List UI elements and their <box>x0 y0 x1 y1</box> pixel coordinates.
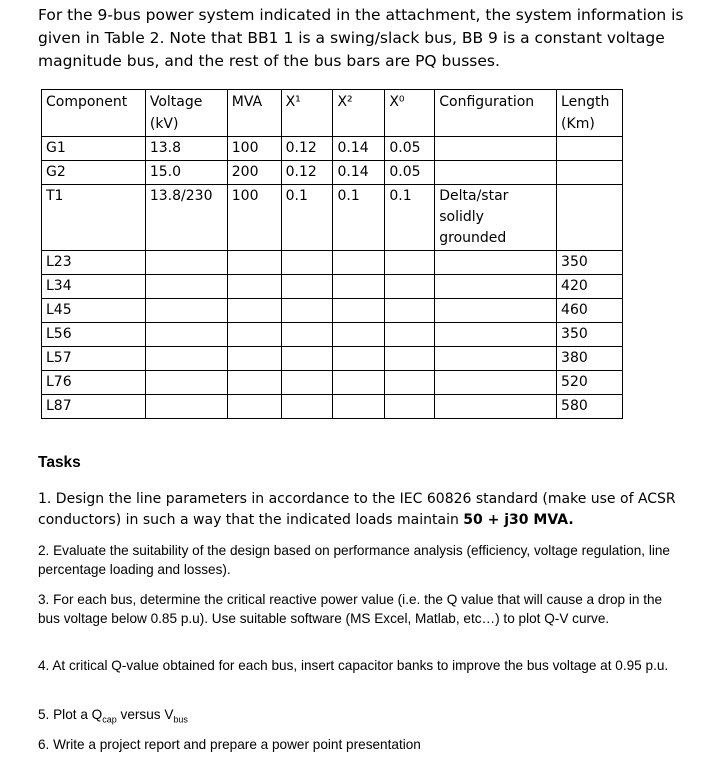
table-cell <box>227 275 281 299</box>
table-cell: 0.14 <box>333 137 385 161</box>
table-cell <box>435 323 557 347</box>
task-1 <box>38 489 678 531</box>
task-4: 4. At critical Q-value obtained for each bus, insert capacitor banks to improve the bus voltage at 0.95 p.u. <box>38 658 669 673</box>
table-cell: 580 <box>557 395 623 419</box>
table-cell <box>435 347 557 371</box>
table-cell <box>333 395 385 419</box>
table-cell: 0.1 <box>333 185 385 251</box>
table-cell: 100 <box>227 137 281 161</box>
table-cell <box>227 299 281 323</box>
table-cell <box>435 395 557 419</box>
table-cell: 350 <box>557 251 623 275</box>
table-cell: 380 <box>557 347 623 371</box>
table-cell <box>227 251 281 275</box>
task-1-load-value: 50 + j30 MVA. <box>463 512 574 528</box>
table-cell <box>435 299 557 323</box>
task-1-text: 1. Design the line parameters in accordance to the IEC 60826 standard (make use of ACSR conductors) in such a way that the indicated loads maintain <box>38 491 676 528</box>
table-cell <box>281 371 333 395</box>
table-row <box>42 161 623 185</box>
system-info-table <box>41 89 623 419</box>
table-cell: 460 <box>557 299 623 323</box>
table-cell: 15.0 <box>145 161 227 185</box>
task-5-text-b: versus V <box>116 707 174 722</box>
table-cell <box>333 299 385 323</box>
table-cell <box>435 275 557 299</box>
table-row <box>42 275 623 299</box>
table-cell: L23 <box>42 251 146 275</box>
table-row <box>42 251 623 275</box>
task-3: 3. For each bus, determine the critical reactive power value (i.e. the Q value that will cause a drop in the bus voltage below 0.85 p.u). Use suitable software (MS Excel, Matlab, etc…) to plot Q-V curve. <box>38 592 663 626</box>
table-cell <box>145 251 227 275</box>
table-cell: 0.14 <box>333 161 385 185</box>
table-cell: 520 <box>557 371 623 395</box>
table-cell <box>385 323 435 347</box>
table-cell: L34 <box>42 275 146 299</box>
table-cell <box>145 299 227 323</box>
table-header-cell: Configuration <box>435 90 557 137</box>
table-header-cell: Component <box>42 90 146 137</box>
table-cell: 0.12 <box>281 161 333 185</box>
tasks-heading: Tasks <box>38 454 81 471</box>
table-row <box>42 323 623 347</box>
table-cell <box>557 161 623 185</box>
intro-paragraph: For the 9-bus power system indicated in the attachment, the system information is given in Table 2. Note that BB1 1 is a swing/slack bus, BB 9 is a constant voltage magnitude bus, and the rest of the bus bars are PQ busses. <box>38 6 684 70</box>
table-cell <box>333 323 385 347</box>
table-cell <box>227 323 281 347</box>
table-cell: L87 <box>42 395 146 419</box>
table-cell <box>333 347 385 371</box>
table-cell: 350 <box>557 323 623 347</box>
table-cell: L45 <box>42 299 146 323</box>
table-cell: 13.8/230 <box>145 185 227 251</box>
task-5-sub-bus: bus <box>173 714 188 725</box>
table-cell <box>145 275 227 299</box>
table-header-cell: Voltage (kV) <box>145 90 227 137</box>
table-row <box>42 137 623 161</box>
task-5-sub-cap: cap <box>102 714 117 725</box>
table-cell <box>333 275 385 299</box>
table-cell <box>281 347 333 371</box>
table-cell <box>145 323 227 347</box>
table-header-cell: X¹ <box>281 90 333 137</box>
table-cell: 0.12 <box>281 137 333 161</box>
table-cell <box>385 395 435 419</box>
table-cell <box>385 299 435 323</box>
table-cell <box>435 161 557 185</box>
table-row <box>42 395 623 419</box>
table-cell <box>435 137 557 161</box>
table-header-row <box>42 90 623 137</box>
table-cell <box>227 347 281 371</box>
table-header-cell: X⁰ <box>385 90 435 137</box>
table-cell <box>333 251 385 275</box>
table-cell <box>281 299 333 323</box>
table-cell: L56 <box>42 323 146 347</box>
table-cell <box>435 251 557 275</box>
table-cell <box>435 371 557 395</box>
task-6: 6. Write a project report and prepare a power point presentation <box>38 737 421 752</box>
table-cell: Delta/star solidly grounded <box>435 185 557 251</box>
table-cell <box>145 395 227 419</box>
table-cell <box>557 137 623 161</box>
table-cell: 0.1 <box>281 185 333 251</box>
table-cell: 420 <box>557 275 623 299</box>
table-cell <box>385 275 435 299</box>
table-cell <box>281 275 333 299</box>
table-header-cell: Length (Km) <box>557 90 623 137</box>
table-cell <box>557 185 623 251</box>
table-cell: L57 <box>42 347 146 371</box>
table-row <box>42 185 623 251</box>
table-cell: 0.1 <box>385 185 435 251</box>
table-cell <box>385 371 435 395</box>
table-header-cell: X² <box>333 90 385 137</box>
table-cell: L76 <box>42 371 146 395</box>
table-cell: G2 <box>42 161 146 185</box>
table-cell <box>281 395 333 419</box>
table-cell: T1 <box>42 185 146 251</box>
table-cell <box>227 371 281 395</box>
task-2: 2. Evaluate the suitability of the design based on performance analysis (efficiency, voltage regulation, line percentage loading and losses). <box>38 543 670 577</box>
table-cell: G1 <box>42 137 146 161</box>
table-cell <box>281 251 333 275</box>
table-cell: 200 <box>227 161 281 185</box>
table-cell <box>333 371 385 395</box>
table-cell <box>281 323 333 347</box>
table-cell: 0.05 <box>385 161 435 185</box>
table-cell: 0.05 <box>385 137 435 161</box>
table-row <box>42 347 623 371</box>
task-5-text-a: 5. Plot a Q <box>38 707 103 722</box>
table-header-cell: MVA <box>227 90 281 137</box>
table-cell <box>145 347 227 371</box>
task-5 <box>38 705 678 730</box>
table-cell: 100 <box>227 185 281 251</box>
table-cell <box>385 251 435 275</box>
table-cell <box>227 395 281 419</box>
table-cell <box>145 371 227 395</box>
table-row <box>42 371 623 395</box>
table-row <box>42 299 623 323</box>
table-cell: 13.8 <box>145 137 227 161</box>
table-cell <box>385 347 435 371</box>
